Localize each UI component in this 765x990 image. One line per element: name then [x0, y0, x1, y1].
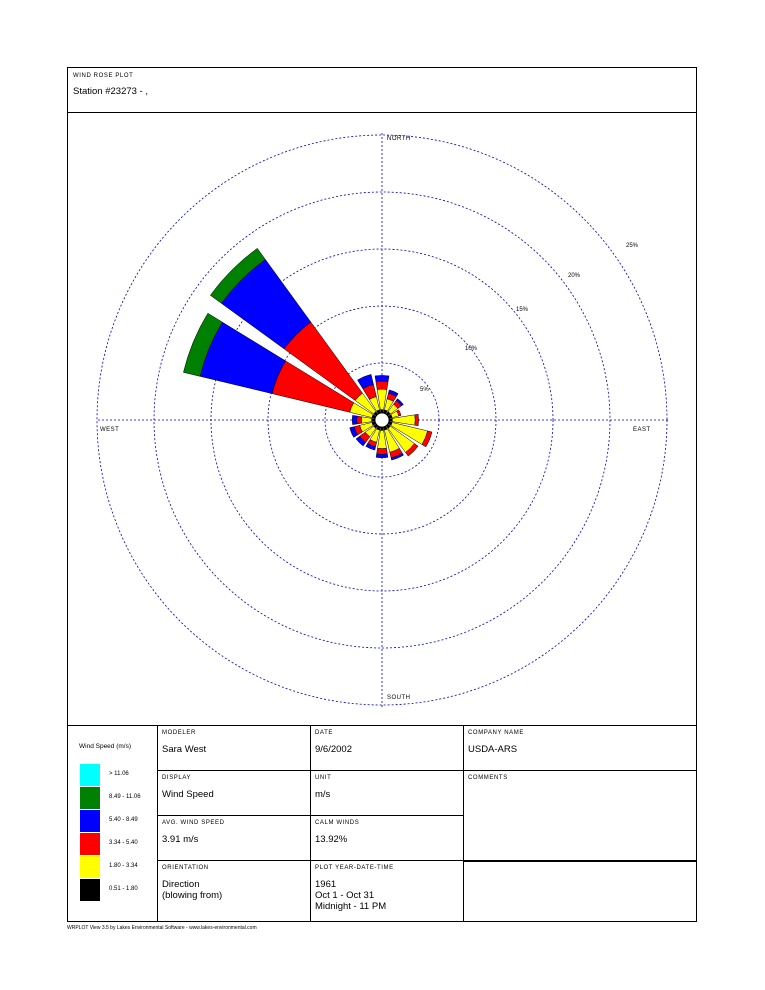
- plot-time-value: [315, 879, 386, 912]
- calm-winds-cell: [311, 816, 464, 861]
- legend-title: Wind Speed (m/s): [79, 743, 132, 750]
- orientation-value: [162, 879, 222, 901]
- modeler-label: MODELER: [162, 730, 196, 736]
- legend-swatch: [80, 810, 100, 832]
- legend-label: 0.51 - 1.80: [109, 886, 138, 892]
- wind-speed-legend: [68, 726, 158, 921]
- petal-e-bin-2: [415, 414, 419, 425]
- legend-swatch: [80, 856, 100, 878]
- petal-s-bin-0: [380, 427, 383, 431]
- empty-cell: [464, 861, 696, 921]
- legend-label: 8.49 - 11.06: [109, 794, 141, 800]
- display-cell: [158, 771, 311, 816]
- legend-item: [80, 833, 160, 855]
- legend-swatch: [80, 764, 100, 786]
- company-cell: [464, 726, 696, 771]
- company-value: USDA-ARS: [468, 744, 518, 755]
- ring-label-5: 5%: [420, 387, 429, 393]
- petal-w-bin-0: [372, 418, 376, 421]
- report-frame: [67, 67, 697, 922]
- compass-north-label: NORTH: [387, 136, 411, 142]
- display-value: Wind Speed: [162, 789, 214, 800]
- legend-label: 5.40 - 8.49: [109, 817, 138, 823]
- legend-label: 3.34 - 5.40: [109, 840, 138, 846]
- orientation-line-1: Direction: [162, 879, 200, 890]
- legend-item: [80, 879, 160, 901]
- plot-year: 1961: [315, 879, 337, 890]
- orientation-line-2: (blowing from): [162, 890, 223, 901]
- petal-n-bin-3: [375, 375, 389, 381]
- date-value: 9/6/2002: [315, 744, 352, 755]
- petal-w-bin-1: [361, 417, 371, 423]
- wind-rose-chart: [68, 113, 696, 725]
- petal-w-bin-3: [352, 415, 357, 424]
- petal-s-bin-3: [376, 454, 388, 458]
- software-credit: WRPLOT View 3.5 by Lakes Environmental Software - www.lakes-environmental.com: [67, 925, 257, 931]
- legend-swatch: [80, 833, 100, 855]
- legend-label: > 11.06: [109, 771, 129, 777]
- avg-speed-label: AVG. WIND SPEED: [162, 820, 225, 826]
- legend-label: 1.80 - 3.34: [109, 863, 138, 869]
- compass-east-label: EAST: [633, 427, 651, 433]
- plot-time-cell: [311, 861, 464, 921]
- ring-label-20: 20%: [568, 273, 581, 279]
- legend-item: [80, 764, 160, 786]
- display-label: DISPLAY: [162, 775, 192, 781]
- plot-type-label: WIND ROSE PLOT: [73, 73, 134, 79]
- title-box: [68, 68, 696, 113]
- legend-item: [80, 810, 160, 832]
- avg-speed-cell: [158, 816, 311, 861]
- modeler-value: Sara West: [162, 744, 207, 755]
- wind-rose-plot-area: [68, 113, 696, 725]
- compass-south-label: SOUTH: [387, 695, 411, 701]
- orientation-label: ORIENTATION: [162, 865, 209, 871]
- compass-west-label: WEST: [100, 427, 120, 433]
- calm-winds-label: CALM WINDS: [315, 820, 360, 826]
- petal-s-bin-2: [377, 448, 388, 454]
- ring-label-25: 25%: [626, 243, 639, 249]
- comments-cell: [464, 771, 696, 861]
- calm-winds-value: 13.92%: [315, 834, 348, 845]
- unit-value: m/s: [315, 789, 331, 800]
- petal-n-bin-2: [376, 381, 388, 389]
- info-panel: [68, 725, 696, 921]
- petal-e-bin-0: [389, 418, 393, 421]
- company-label: COMPANY NAME: [468, 730, 524, 736]
- comments-label: COMMENTS: [468, 775, 508, 781]
- orientation-cell: [158, 861, 311, 921]
- modeler-cell: [158, 726, 311, 771]
- date-cell: [311, 726, 464, 771]
- petal-n-bin-0: [380, 410, 383, 414]
- plot-time-label: PLOT YEAR-DATE-TIME: [315, 865, 394, 871]
- unit-label: UNIT: [315, 775, 332, 781]
- legend-item: [80, 856, 160, 878]
- ring-label-15: 15%: [516, 307, 529, 313]
- petal-w-bin-2: [357, 416, 362, 424]
- station-title: Station #23273 - ,: [73, 86, 148, 97]
- calm-center-circle: [375, 413, 389, 427]
- legend-swatch: [80, 787, 100, 809]
- unit-cell: [311, 771, 464, 816]
- date-label: DATE: [315, 730, 333, 736]
- legend-item: [80, 787, 160, 809]
- avg-speed-value: 3.91 m/s: [162, 834, 199, 845]
- plot-time-range: Midnight - 11 PM: [315, 901, 387, 912]
- legend-swatch: [80, 879, 100, 901]
- ring-label-10: 10%: [465, 346, 478, 352]
- plot-date-range: Oct 1 - Oct 31: [315, 890, 375, 901]
